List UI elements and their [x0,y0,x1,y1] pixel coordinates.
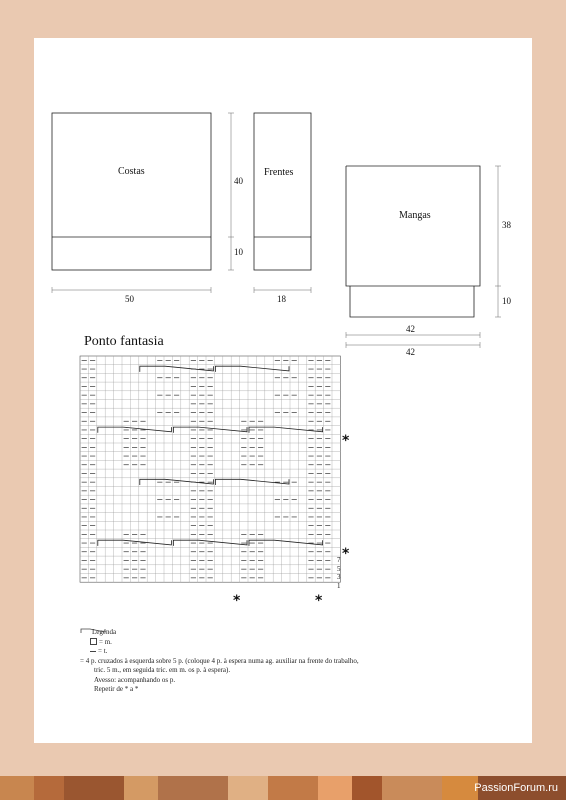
footer-swatch [442,776,478,800]
legend-repeat: Repetir de * a * [94,685,139,693]
repeat-star-right-bottom: * [342,546,350,562]
mangas-piece [346,166,480,317]
legend-heading: Legenda [92,628,117,636]
frentes-piece [254,113,311,270]
mangas-label: Mangas [399,210,431,221]
legend-cable-cont: tric. 5 m., em seguida tric. em m. os p. à espera). [94,666,231,674]
row-number-7: 7 [337,556,341,564]
stitch-chart-grid [80,356,340,582]
legend-knit: = m. [99,637,112,646]
costas-rib-label: 10 [234,247,243,257]
footer-swatch [382,776,442,800]
footer-swatch [268,776,318,800]
costas-height-label: 40 [234,176,243,186]
watermark: PassionForum.ru [474,782,558,794]
footer-swatch [318,776,352,800]
row-number-3: 3 [337,573,341,581]
legend [80,628,359,695]
footer-swatch [64,776,124,800]
legend-purl: = t. [98,647,108,655]
dimension-lines [52,113,501,348]
footer-swatch [352,776,382,800]
frentes-width-label: 18 [277,294,286,304]
costas-width-label: 50 [125,294,134,304]
mangas-height-label: 38 [502,220,511,230]
footer-swatch [0,776,34,800]
repeat-star-bottom-left: * [233,593,241,609]
cable-symbol-icon [80,628,106,634]
cable-cross-mark [215,366,289,372]
chart-title: Ponto fantasia [84,334,164,349]
mangas-width-top-label: 42 [406,324,415,334]
purl-symbol-icon [90,651,96,652]
footer-swatch [34,776,64,800]
repeat-star-bottom-right: * [315,593,323,609]
legend-cable: = 4 p. cruzados à esquerda sobre 5 p. (coloque 4 p. à espera numa ag. auxiliar na frente do trabalho, [80,656,359,665]
costas-piece [52,113,211,270]
footer-swatch [124,776,158,800]
knit-symbol-icon [90,638,97,645]
footer-swatch [158,776,228,800]
repeat-star-right-top: * [342,433,350,449]
frentes-label: Frentes [264,167,294,178]
row-number-5: 5 [337,565,341,573]
legend-avesso: Avesso: acompanhando os p. [94,675,176,684]
mangas-rib-label: 10 [502,296,511,306]
footer-swatch [228,776,268,800]
pattern-sheet [34,38,532,743]
costas-label: Costas [118,166,145,177]
mangas-width-bottom-label: 42 [406,347,415,357]
row-number-1: 1 [337,582,341,590]
